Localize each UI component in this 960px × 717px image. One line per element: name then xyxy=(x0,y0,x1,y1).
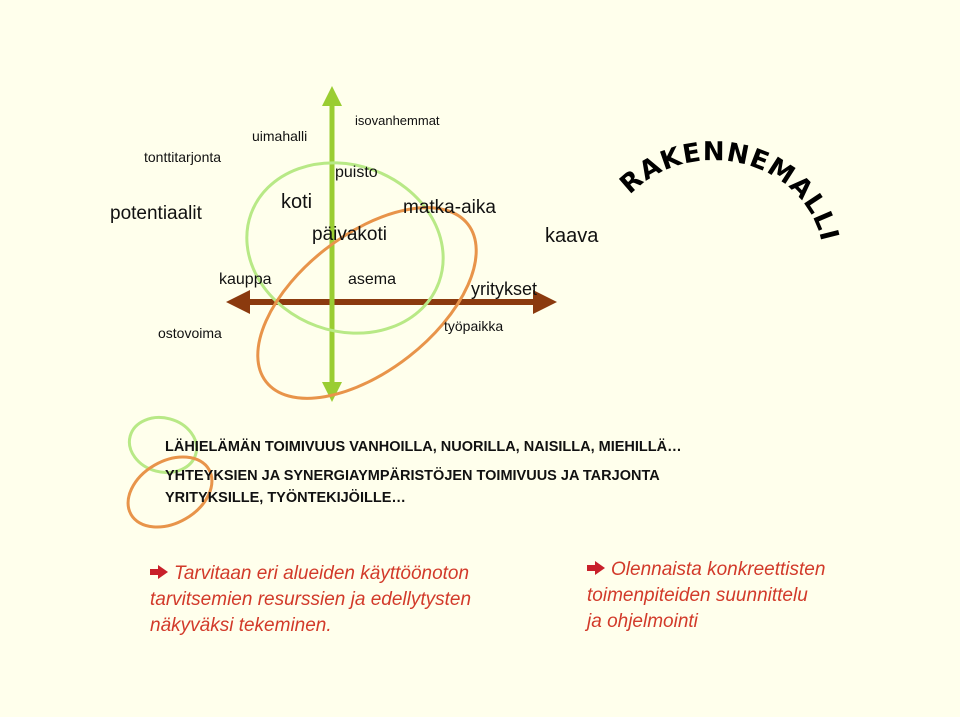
label-puisto: puisto xyxy=(335,164,378,181)
label-kaava: kaava xyxy=(545,225,599,247)
bullet-right-line-2: toimenpiteiden suunnittelu xyxy=(587,585,808,606)
bullet-right-line-3: ja ohjelmointi xyxy=(587,611,698,632)
label-ostovoima: ostovoima xyxy=(158,325,222,341)
legend-orange-text-2: YRITYKSILLE, TYÖNTEKIJÖILLE… xyxy=(165,490,406,506)
title-text: RAKENNEMALLI xyxy=(614,137,845,245)
svg-text:RAKENNEMALLI xyxy=(614,137,844,244)
label-matka-aika: matka-aika xyxy=(403,197,496,218)
label-paivakoti: päivakoti xyxy=(312,224,387,245)
label-tonttitarjonta: tonttitarjonta xyxy=(144,149,222,165)
label-tyopaikka: työpaikka xyxy=(444,318,504,334)
label-kauppa: kauppa xyxy=(219,271,272,288)
bullet-left-line-3: näkyväksi tekeminen. xyxy=(150,615,332,636)
legend-orange-text-1: YHTEYKSIEN JA SYNERGIAYMPÄRISTÖJEN TOIMIVUUS JA TARJONTA xyxy=(165,468,660,484)
label-uimahalli: uimahalli xyxy=(252,128,308,144)
bullet-left xyxy=(150,561,471,639)
label-yritykset: yritykset xyxy=(471,279,538,299)
rakennemalli-title xyxy=(600,110,860,290)
arrow-bullet-icon xyxy=(587,561,605,575)
label-asema: asema xyxy=(348,271,397,288)
arrow-bullet-icon xyxy=(150,565,168,579)
label-koti: koti xyxy=(281,191,313,213)
bullet-right xyxy=(587,557,825,635)
legend-green-text: LÄHIELÄMÄN TOIMIVUUS VANHOILLA, NUORILLA, NAISILLA, MIEHILLÄ… xyxy=(165,439,682,455)
bullet-left-line-1: Tarvitaan eri alueiden käyttöönoton xyxy=(174,563,470,584)
bullet-right-line-1: Olennaista konkreettisten xyxy=(611,559,826,580)
label-potentiaalit: potentiaalit xyxy=(110,203,202,224)
bullet-left-line-2: tarvitsemien resurssien ja edellytysten xyxy=(150,589,472,610)
label-isovanhemmat: isovanhemmat xyxy=(355,113,440,128)
